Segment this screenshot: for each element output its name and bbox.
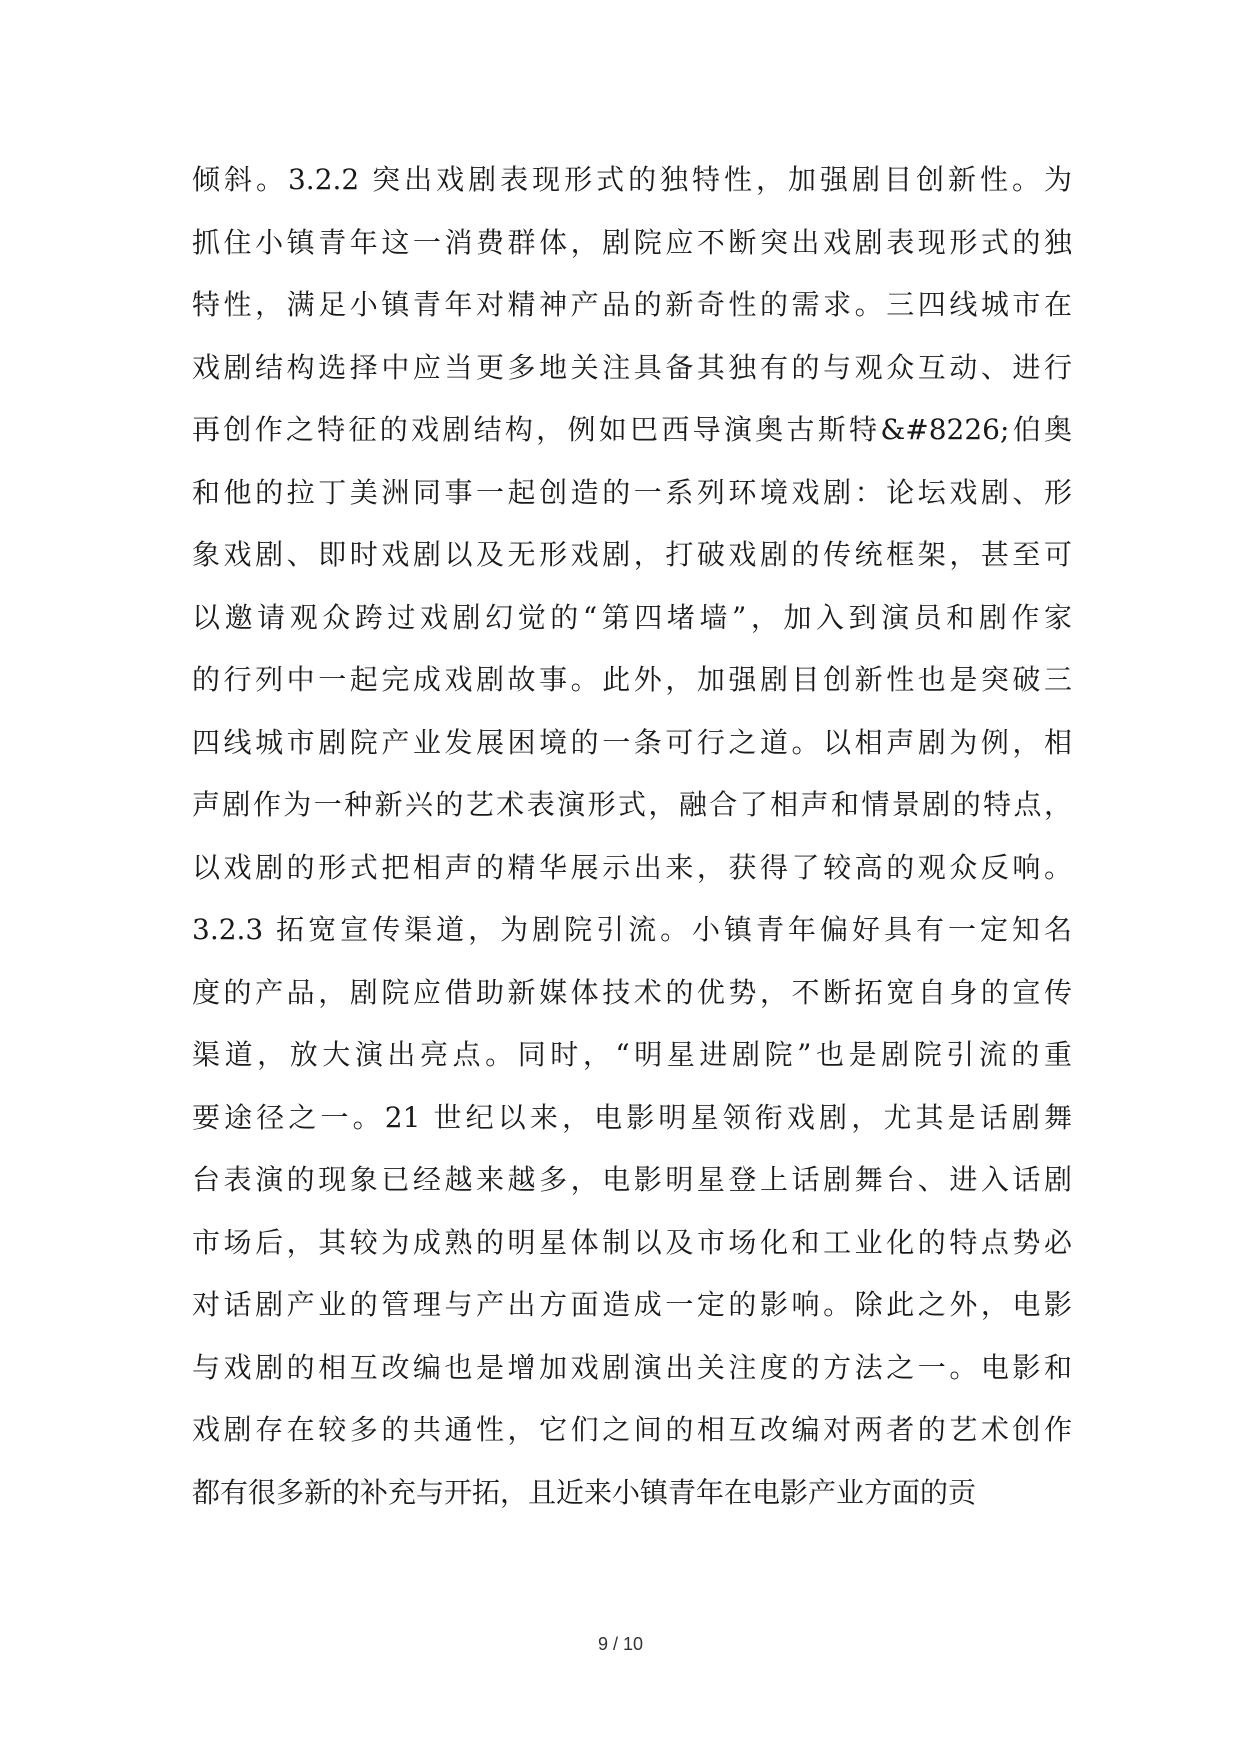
text-line: 都有很多新的补充与开拓，且近来小镇青年在电影产业方面的贡 bbox=[192, 1475, 977, 1509]
text-line: 象戏剧、即时戏剧以及无形戏剧，打破戏剧的传统框架，甚至可 bbox=[192, 538, 1072, 571]
text-line: 特性，满足小镇青年对精神产品的新奇性的需求。三四线城市在 bbox=[192, 288, 1072, 321]
text-line: 与戏剧的相互改编也是增加戏剧演出关注度的方法之一。电影和 bbox=[192, 1350, 1072, 1384]
text-line: 和他的拉丁美洲同事一起创造的一系列环境戏剧：论坛戏剧、形 bbox=[192, 475, 1072, 509]
text-line: 戏剧结构选择中应当更多地关注具备其独有的与观众互动、进行 bbox=[192, 350, 1072, 384]
text-line: 市场后，其较为成熟的明星体制以及市场化和工业化的特点势必 bbox=[192, 1225, 1072, 1259]
text-line: 倾斜。3.2.2 突出戏剧表现形式的独特性，加强剧目创新性。为 bbox=[192, 163, 1072, 196]
text-line: 度的产品，剧院应借助新媒体技术的优势，不断拓宽自身的宣传 bbox=[192, 975, 1072, 1009]
text-line: 以戏剧的形式把相声的精华展示出来，获得了较高的观众反响。 bbox=[192, 850, 1072, 884]
text-line: 抓住小镇青年这一消费群体，剧院应不断突出戏剧表现形式的独 bbox=[192, 225, 1072, 259]
text-line: 对话剧产业的管理与产出方面造成一定的影响。除此之外，电影 bbox=[192, 1288, 1072, 1321]
body-text bbox=[192, 149, 1072, 1524]
text-line: 戏剧存在较多的共通性，它们之间的相互改编对两者的艺术创作 bbox=[192, 1413, 1072, 1446]
text-line: 要途径之一。21 世纪以来，电影明星领衔戏剧，尤其是话剧舞 bbox=[192, 1100, 1072, 1134]
text-line: 台表演的现象已经越来越多，电影明星登上话剧舞台、进入话剧 bbox=[192, 1163, 1072, 1196]
text-line: 再创作之特征的戏剧结构，例如巴西导演奥古斯特&#8226;伯奥 bbox=[192, 413, 1072, 446]
text-line: 四线城市剧院产业发展困境的一条可行之道。以相声剧为例，相 bbox=[192, 725, 1072, 759]
text-line: 渠道，放大演出亮点。同时，“明星进剧院”也是剧院引流的重 bbox=[192, 1038, 1072, 1071]
text-line: 以邀请观众跨过戏剧幻觉的“第四堵墙”，加入到演员和剧作家 bbox=[192, 600, 1072, 634]
text-line: 3.2.3 拓宽宣传渠道，为剧院引流。小镇青年偏好具有一定知名 bbox=[192, 913, 1072, 946]
text-line: 声剧作为一种新兴的艺术表演形式，融合了相声和情景剧的特点， bbox=[192, 788, 1072, 821]
text-line: 的行列中一起完成戏剧故事。此外，加强剧目创新性也是突破三 bbox=[192, 663, 1072, 696]
page-number: 9 / 10 bbox=[597, 1634, 644, 1654]
